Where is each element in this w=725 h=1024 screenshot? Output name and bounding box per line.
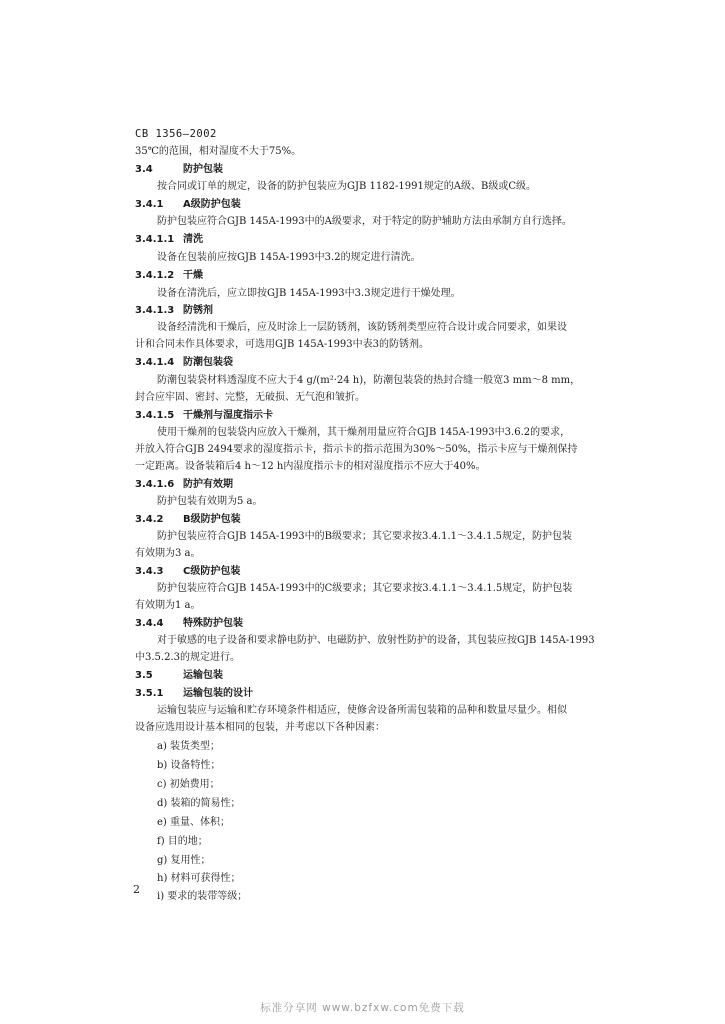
body-line: [157, 778, 220, 792]
section-number: 3.4.1.4: [135, 357, 175, 368]
section-number: 3.5.1: [135, 688, 164, 699]
body-line: [157, 835, 208, 849]
section-title: 防潮包装袋: [183, 357, 233, 368]
section-title: 运输包装的设计: [183, 688, 253, 699]
line-text: 设备在包装前应按GJB 145A-1993中3.2的规定进行清洗。: [157, 252, 421, 263]
line-text: 并放入符合GJB 2494要求的湿度指示卡，指示卡的指示范围为30%～50%，指示卡应与干燥剂保持: [135, 444, 578, 455]
section-heading: [135, 198, 241, 212]
body-line: [157, 634, 595, 648]
body-line: [135, 145, 301, 159]
line-text: e) 重量、体积；: [157, 817, 230, 828]
line-text: 设备应选用设计基本相同的包装，并考虑以下各种因素：: [135, 722, 385, 733]
body-line: [157, 215, 572, 229]
body-line: [157, 740, 220, 754]
body-line: [157, 797, 240, 811]
section-heading: [135, 669, 223, 683]
line-text: 封合应牢固、密封、完整，无破损、无气泡和皱折。: [135, 392, 365, 403]
section-number: 3.4.2: [135, 514, 164, 525]
line-text: b) 设备特性；: [157, 760, 221, 771]
body-line: [135, 338, 429, 352]
section-title: 干燥剂与湿度指示卡: [183, 410, 273, 421]
section-heading: [135, 409, 273, 423]
page-number: 2: [133, 883, 140, 896]
section-heading: [135, 304, 213, 318]
line-text: 防护包装应符合GJB 145A-1993中的A级要求，对于特定的防护辅助方法由承制方自行选择。: [157, 216, 572, 227]
section-title: 防护包装: [183, 164, 223, 175]
body-line: [157, 251, 421, 265]
line-text: 防护包装有效期为5 a。: [157, 496, 263, 507]
body-line: [157, 582, 572, 596]
section-number: 3.4.1.2: [135, 270, 175, 281]
body-line: [157, 854, 210, 868]
body-line: [157, 759, 220, 773]
body-line: [135, 721, 385, 735]
section-title: 特殊防护包装: [183, 618, 243, 629]
section-heading: [135, 163, 223, 177]
section-number: 3.4.4: [135, 618, 164, 629]
section-heading: [135, 478, 233, 492]
body-line: [157, 872, 241, 886]
section-heading: [135, 617, 243, 631]
section-number: 3.4.1.5: [135, 410, 175, 421]
section-heading: [135, 513, 241, 527]
section-heading: [135, 233, 203, 247]
body-line: [135, 443, 577, 457]
body-line: [157, 704, 567, 718]
section-number: 3.4.1: [135, 199, 164, 210]
body-line: [135, 547, 201, 561]
line-text: 计和合同未作具体要求，可选用GJB 145A-1993中表3的防锈剂。: [135, 339, 430, 350]
line-text: 对于敏感的电子设备和要求静电防护、电磁防护、放射性防护的设备，其包装应按GJB 145A-1993: [157, 635, 595, 646]
section-number: 3.4.3: [135, 566, 164, 577]
line-text: 中3.5.2.3的规定进行。: [135, 652, 240, 663]
body-line: [157, 890, 247, 904]
section-heading: [135, 687, 253, 701]
line-text: 设备经清洗和干燥后，应及时涂上一层防锈剂，该防锈剂类型应符合设计或合同要求，如果设: [157, 322, 567, 333]
section-title: 防锈剂: [183, 305, 213, 316]
body-line: [157, 287, 461, 301]
line-text: 使用干燥剂的包装袋内应放入干燥剂，其干燥剂用量应符合GJB 145A-1993中3.6.2的要求，: [157, 427, 571, 438]
line-text: 35℃的范围，相对湿度不大于75%。: [135, 146, 302, 157]
line-text: i) 要求的装带等级；: [157, 891, 248, 902]
line-text: f) 目的地；: [157, 836, 208, 847]
line-text: a) 装货类型；: [157, 741, 221, 752]
line-text: 运输包装应与运输和贮存环境条件相适应，使修舍设备所需包装箱的品种和数量尽量少。相似: [157, 705, 567, 716]
line-text: 防潮包装袋材料透湿度不应大于4 g/(m²·24 h)，防潮包装袋的热封合缝一般宽3 mm～8 mm，: [157, 375, 581, 386]
line-text: g) 复用性；: [157, 855, 211, 866]
body-line: [157, 816, 230, 830]
section-number: 3.4.1.3: [135, 305, 175, 316]
section-title: A级防护包装: [183, 199, 241, 210]
section-title: 清洗: [183, 234, 203, 245]
section-number: 3.5: [135, 670, 153, 681]
body-line: [157, 374, 580, 388]
body-line: [135, 599, 201, 613]
line-text: 设备在清洗后，应立即按GJB 145A-1993中3.3规定进行干燥处理。: [157, 288, 461, 299]
body-line: [157, 530, 572, 544]
footer-watermark[interactable]: 标准分享网 www.bzfxw.com免费下载: [260, 1002, 465, 1014]
line-text: 按合同或订单的规定，设备的防护包装应为GJB 1182-1991规定的A级、B级或C级。: [157, 181, 537, 192]
section-number: 3.4.1.6: [135, 479, 175, 490]
body-line: [157, 495, 263, 509]
section-heading: [135, 565, 240, 579]
line-text: 防护包装应符合GJB 145A-1993中的C级要求；其它要求按3.4.1.1～3.4.1.5规定，防护包装: [157, 583, 573, 594]
line-text: 有效期为3 a。: [135, 548, 201, 559]
section-title: C级防护包装: [183, 566, 241, 577]
line-text: h) 材料可获得性；: [157, 873, 241, 884]
section-title: 干燥: [183, 270, 203, 281]
body-line: [135, 651, 240, 665]
section-number: 3.4: [135, 164, 153, 175]
section-title: 运输包装: [183, 670, 223, 681]
body-line: [157, 180, 536, 194]
section-number: 3.4.1.1: [135, 234, 175, 245]
section-title: 防护有效期: [183, 479, 233, 490]
body-line: [135, 391, 365, 405]
line-text: d) 装箱的简易性；: [157, 798, 241, 809]
line-text: c) 初始费用；: [157, 779, 220, 790]
line-text: 防护包装应符合GJB 145A-1993中的B级要求；其它要求按3.4.1.1～3.4.1.5规定，防护包装: [157, 531, 572, 542]
line-text: 一定距离。设备装箱后4 h～12 h内湿度指示卡的相对湿度指示不应大于40%。: [135, 461, 486, 472]
section-heading: [135, 269, 203, 283]
section-title: B级防护包装: [183, 514, 241, 525]
section-heading: [135, 356, 233, 370]
standard-header: CB 1356—2002: [135, 128, 217, 140]
body-line: [157, 321, 567, 335]
body-line: [157, 426, 570, 440]
line-text: 有效期为1 a。: [135, 600, 201, 611]
body-line: [135, 460, 486, 474]
